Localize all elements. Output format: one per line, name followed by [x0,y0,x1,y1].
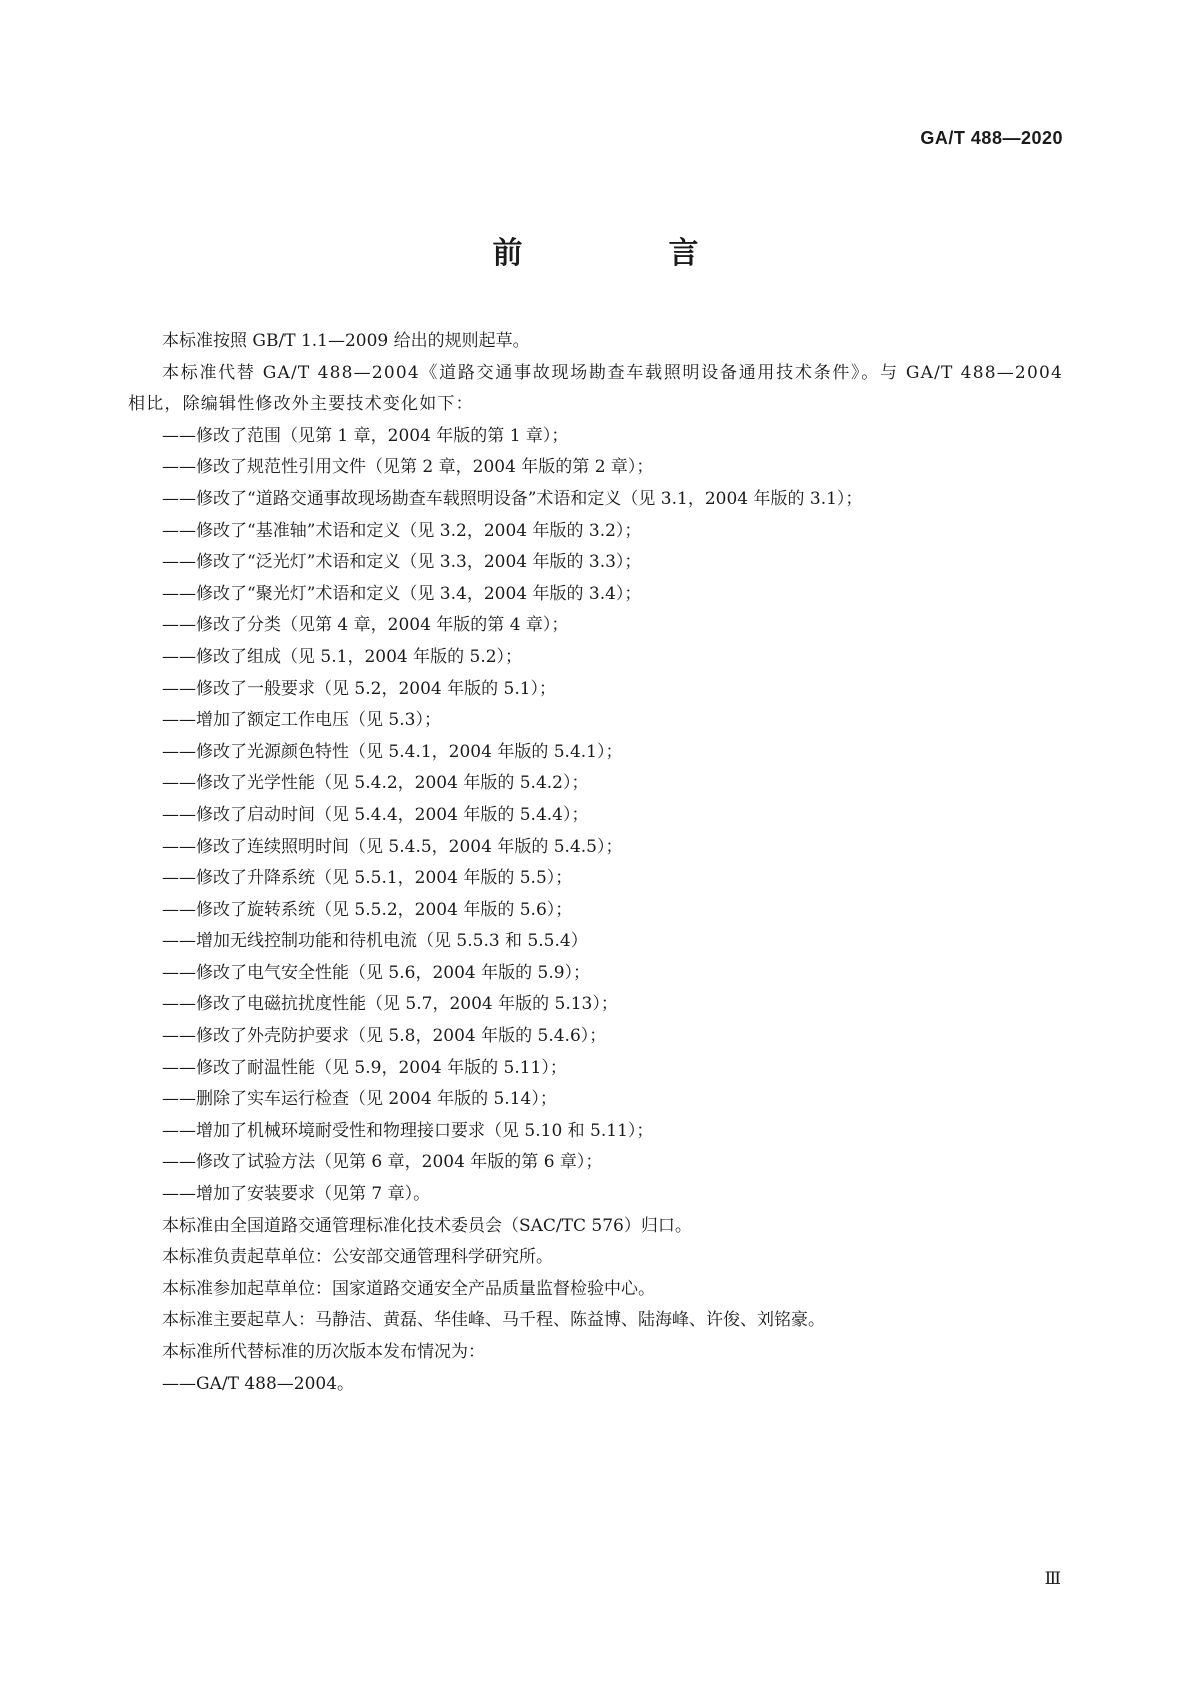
list-item: ——修改了连续照明时间（见 5.4.5，2004 年版的 5.4.5）； [162,836,623,857]
paragraph-drafting-rules: 本标准按照 GB/T 1.1—2009 给出的规则起草。 [162,331,530,351]
list-item: ——修改了“聚光灯”术语和定义（见 3.4，2004 年版的 3.4）； [162,583,642,604]
list-item: ——修改了外壳防护要求（见 5.8，2004 年版的 5.4.6）； [162,1026,607,1047]
paragraph-version-history: 本标准所代替标准的历次版本发布情况为： [162,1342,485,1362]
list-item: ——修改了升降系统（见 5.5.1，2004 年版的 5.5）； [162,868,573,889]
list-item: ——增加了安装要求（见第 7 章）。 [162,1184,431,1205]
page-number: Ⅲ [1044,1569,1061,1588]
list-item: ——修改了耐温性能（见 5.9，2004 年版的 5.11）； [162,1057,567,1078]
list-item: ——修改了“道路交通事故现场勘查车载照明设备”术语和定义（见 3.1，2004 年版的 3.1）； [162,488,863,509]
page-title: 前 言 [492,236,757,271]
paragraph-participating-unit: 本标准参加起草单位：国家道路交通安全产品质量监督检验中心。 [162,1278,655,1299]
list-item-history: ——GA/T 488—2004。 [162,1373,355,1394]
list-item: ——修改了光学性能（见 5.4.2，2004 年版的 5.4.2）； [162,773,589,794]
list-item: ——删除了实车运行检查（见 2004 年版的 5.14）； [162,1089,557,1110]
list-item: ——修改了“基准轴”术语和定义（见 3.2，2004 年版的 3.2）； [162,520,642,541]
list-item: ——修改了组成（见 5.1，2004 年版的 5.2）； [162,646,523,667]
list-item: ——修改了“泛光灯”术语和定义（见 3.3，2004 年版的 3.3）； [162,552,642,573]
paragraph-main-drafters: 本标准主要起草人：马静洁、黄磊、华佳峰、马千程、陈益博、陆海峰、许俊、刘铭豪。 [162,1310,825,1331]
list-item: ——增加了额定工作电压（见 5.3）； [162,710,441,731]
paragraph-replacement-intro: 本标准代替 GA/T 488—2004《道路交通事故现场勘查车载照明设备通用技术条件》。与 GA/T 488—2004 相比，除编辑性修改外主要技术变化如下： [128,362,1063,415]
list-item: ——修改了范围（见第 1 章，2004 年版的第 1 章）； [162,425,569,446]
paragraph-technical-committee: 本标准由全国道路交通管理标准化技术委员会（SAC/TC 576）归口。 [162,1215,692,1236]
list-item: ——修改了光源颜色特性（见 5.4.1，2004 年版的 5.4.1）； [162,741,623,762]
list-item: ——修改了一般要求（见 5.2，2004 年版的 5.1）； [162,678,557,699]
list-item: ——修改了电磁抗扰度性能（见 5.7，2004 年版的 5.13）； [162,994,618,1015]
list-item: ——增加了机械环境耐受性和物理接口要求（见 5.10 和 5.11）； [162,1120,654,1141]
changes-list [128,421,1063,1211]
list-item: ——修改了电气安全性能（见 5.6，2004 年版的 5.9）； [162,962,591,983]
document-code: GA/T 488—2020 [920,128,1063,148]
paragraph-responsible-unit: 本标准负责起草单位：公安部交通管理科学研究所。 [162,1247,553,1268]
foreword-body [128,326,1063,1400]
list-item: ——修改了试验方法（见第 6 章，2004 年版的第 6 章）； [162,1152,603,1173]
list-item: ——修改了启动时间（见 5.4.4，2004 年版的 5.4.4）； [162,804,589,825]
list-item: ——修改了规范性引用文件（见第 2 章，2004 年版的第 2 章）； [162,457,654,478]
list-item: ——修改了分类（见第 4 章，2004 年版的第 4 章）； [162,615,569,636]
list-item: ——修改了旋转系统（见 5.5.2，2004 年版的 5.6）； [162,899,573,920]
list-item: ——增加无线控制功能和待机电流（见 5.5.3 和 5.5.4） [162,931,588,952]
